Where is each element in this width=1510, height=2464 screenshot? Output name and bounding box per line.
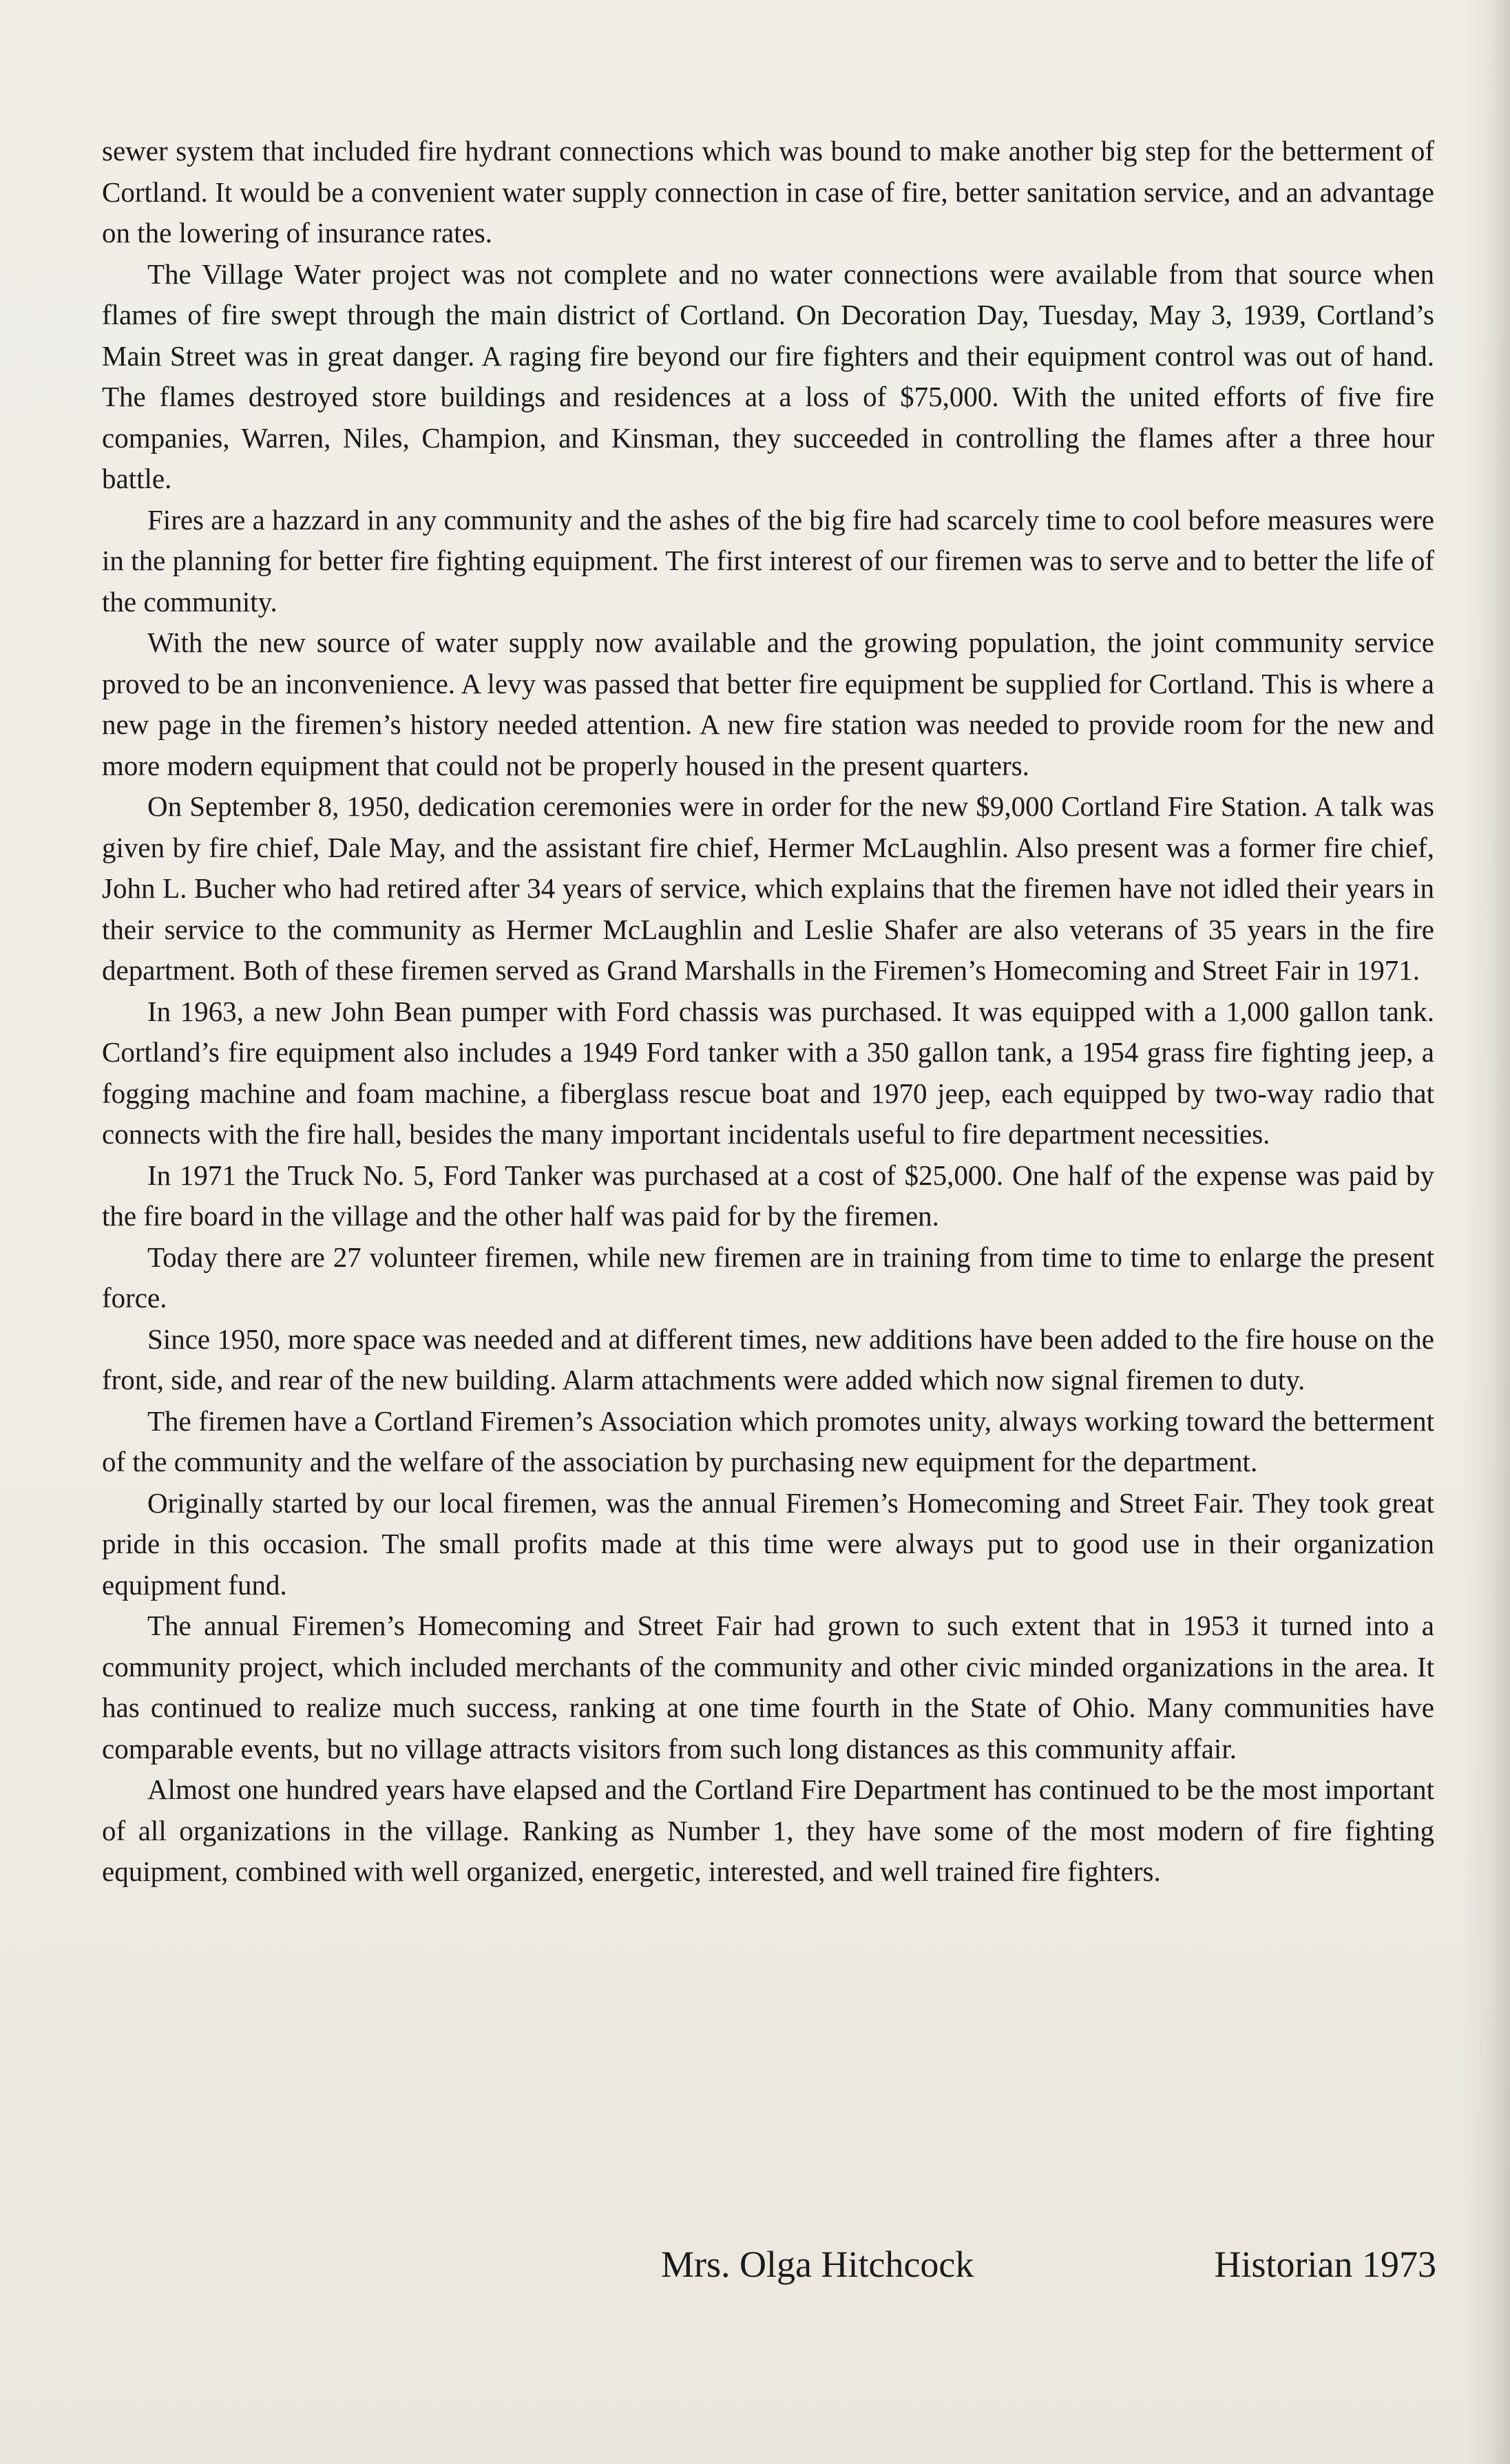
paragraph-homecoming-origin: Originally started by our local firemen, was the annual Firemen’s Homecoming and Street Fair. They took great pride in this occasion. The small profits made at this time were always put to good use in their organization equipment fund. — [102, 1486, 1434, 1601]
paragraph-volunteer-firemen: Today there are 27 volunteer firemen, while new firemen are in training from time to time to enlarge the present force. — [102, 1241, 1434, 1314]
page-edge-shadow — [1462, 0, 1510, 2464]
paragraph-sewer-system: sewer system that included fire hydrant connections which was bound to make another big step for the betterment of Cortland. It would be a convenient water supply connection in case of fire, better sanitation service, and an advantage on the lowering of insurance rates. — [102, 135, 1434, 249]
paragraph-1939-fire: The Village Water project was not complete and no water connections were available from that source when flames of fire swept through the main district of Cortland. On Decoration Day, Tuesday, May 3, 1939, Cortland’s Main Street was in great danger. A raging fire beyond our fire fighters and their equipment control was out of hand. The flames destroyed store buildings and residences at a loss of $75,000. With the united efforts of five fire companies, Warren, Niles, Champion, and Kinsman, they succeeded in controlling the flames after a three hour battle. — [102, 257, 1434, 494]
signature-line — [661, 2243, 1436, 2291]
author-name: Mrs. Olga Hitchcock — [661, 2244, 974, 2285]
paragraph-firemens-association: The firemen have a Cortland Firemen’s Association which promotes unity, always working toward the betterment of the community and the welfare of the association by purchasing new equipment for the department. — [102, 1404, 1434, 1477]
author-title: Historian 1973 — [1214, 2244, 1436, 2285]
paragraph-building-additions: Since 1950, more space was needed and at different times, new additions have been added to the fire house on the front, side, and rear of the new building. Alarm attachments were added which now signal firemen to duty. — [102, 1323, 1434, 1396]
paragraph-1963-pumper: In 1963, a new John Bean pumper with Ford chassis was purchased. It was equipped with a 1,000 gallon tank. Cortland’s fire equipment also includes a 1949 Ford tanker with a 350 gallon tank, a 1954 grass fire fighting jeep, a fogging machine and foam machine, a fiberglass rescue boat and 1970 jeep, each equipped by two-way radio that connects with the fire hall, besides the many important incidentals useful to fire department necessities. — [102, 995, 1434, 1150]
paragraph-fire-hazard: Fires are a hazzard in any community and the ashes of the big fire had scarcely time to cool before measures were in the planning for better fire fighting equipment. The first interest of our firemen was to serve and to better the life of the community. — [102, 503, 1434, 618]
paragraph-1950-dedication: On September 8, 1950, dedication ceremonies were in order for the new $9,000 Cortland Fire Station. A talk was given by fire chief, Dale May, and the assistant fire chief, Hermer McLaughlin. Also present was a former fire chief, John L. Bucher who had retired after 34 years of service, which explains that the firemen have not idled their years in their service to the community as Hermer McLaughlin and Leslie Shafer are also veterans of 35 years in the fire department. Both of these firemen served as Grand Marshalls in the Firemen’s Homecoming and Street Fair in 1971. — [102, 790, 1434, 986]
paragraph-community-project: The annual Firemen’s Homecoming and Street Fair had grown to such extent that in 1953 it turned into a community project, which included merchants of the community and other civic minded organizations in the area. It has continued to realize much success, ranking at one time fourth in the State of Ohio. Many communities have comparable events, but no village attracts visitors from such long distances as this community affair. — [102, 1610, 1434, 1765]
paragraph-new-water-supply: With the new source of water supply now available and the growing population, the joint community service proved to be an inconvenience. A levy was passed that better fire equipment be supplied for Cortland. This is where a new page in the firemen’s history needed attention. A new fire station was needed to provide room for the new and more modern equipment that could not be properly housed in the present quarters. — [102, 626, 1434, 781]
paragraph-closing: Almost one hundred years have elapsed and the Cortland Fire Department has continued to be the most important of all organizations in the village. Ranking as Number 1, they have some of the most modern of fire fighting equipment, combined with well organized, energetic, interested, and well trained fire fighters. — [102, 1773, 1434, 1887]
paragraph-1971-tanker: In 1971 the Truck No. 5, Ford Tanker was purchased at a cost of $25,000. One half of the expense was paid by the fire board in the village and the other half was paid for by the firemen. — [102, 1159, 1434, 1232]
article-body — [102, 131, 1434, 1893]
